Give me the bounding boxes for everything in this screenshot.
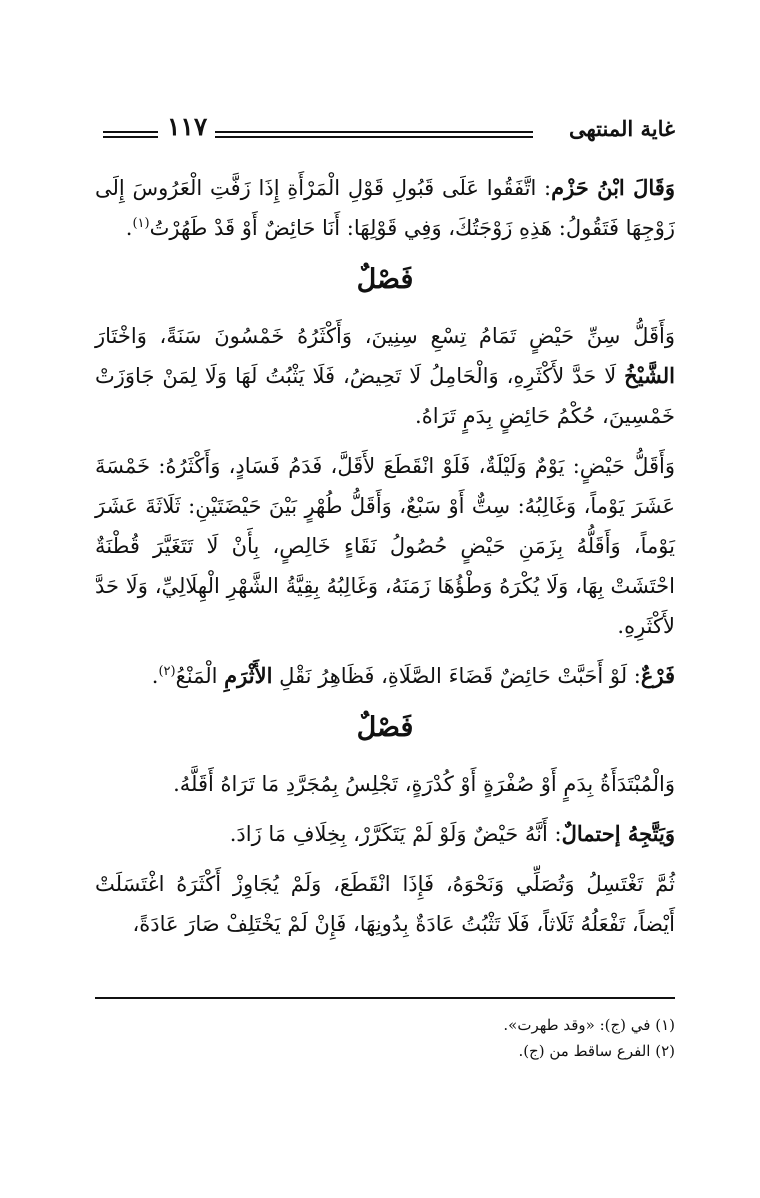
footnote-ref[interactable]: (١) bbox=[132, 216, 150, 231]
header-rule-short bbox=[103, 131, 158, 138]
paragraph-ibn-hazm bbox=[95, 168, 675, 248]
paragraph-text: : اتَّفَقُوا عَلَى قَبُولِ قَوْلِ الْمَرْأَةِ إِذَا زَفَّتِ الْعَرُوسَ إِلَى زَوْجِهَا فَتَقُولُ: هَذِهِ زَوْجَتُكَ، وَفِي قَوْلِهَا: أَنَا حَائِضٌ أَوْ قَدْ طَهُرْتُ bbox=[95, 176, 675, 240]
paragraph-ihtimal bbox=[95, 814, 675, 854]
author-name: الأَثْرَمِ bbox=[224, 663, 273, 688]
paragraph-duration: وَأَقَلُّ حَيْضٍ: يَوْمٌ وَلَيْلَةٌ، فَلَوْ انْقَطَعَ لأَقَلَّ، فَدَمُ فَسَادٍ، وَأَكْثَرُهُ: خَمْسَةَ عَشَرَ يَوْماً، وَغَالِبُهُ: سِتٌّ أَوْ سَبْعٌ، وَأَقَلُّ طُهْرٍ بَيْنَ حَيْضَتَيْنِ: ثَلَاثَةَ عَشَرَ يَوْماً، وَأَقَلُّهُ بِزَمَنِ حَيْضٍ حُصُولُ نَقَاءٍ خَالِصٍ، بِأَنْ لَا تَتَغَيَّرَ قُطْنَةٌ احْتَشَتْ بِهَا، وَلَا يُكْرَهُ وَطْؤُهَا زَمَنَهُ، وَغَالِبُهُ بِقِيَّةُ الشَّهْرِ الْهِلَالِيِّ، وَلَا حَدَّ لأَكْثَرِهِ. bbox=[95, 454, 675, 638]
footnotes bbox=[95, 1012, 675, 1064]
paragraph-far bbox=[95, 656, 675, 696]
paragraph-text: : لَوْ أَحَبَّتْ حَائِضٌ قَضَاءَ الصَّلَاةِ، فَظَاهِرُ نَقْلِ bbox=[279, 664, 641, 688]
page-header bbox=[95, 108, 675, 152]
author-name: وَقَالَ ابْنُ حَزْم bbox=[551, 175, 675, 200]
page-number: ١١٧ bbox=[167, 112, 208, 141]
paragraph-end: . bbox=[151, 664, 159, 688]
footnote-ref[interactable]: (٢) bbox=[158, 664, 176, 679]
header-rule-long bbox=[215, 131, 533, 138]
paragraph-text: : أَنَّهُ حَيْضٌ وَلَوْ لَمْ يَتَكَرَّرْ، بِخِلَافِ مَا زَادَ. bbox=[229, 822, 562, 846]
section-heading: فَصْلٌ bbox=[356, 264, 414, 295]
paragraph-text: الْمَنْعُ bbox=[175, 664, 218, 688]
author-name: الشَّيْخُ bbox=[624, 363, 675, 388]
running-title: غاية المنتهى bbox=[568, 116, 675, 141]
paragraph-mubtadaah: وَالْمُبْتَدَأَةُ بِدَمٍ أَوْ صُفْرَةٍ أَوْ كُدْرَةٍ، تَجْلِسُ بِمُجَرَّدِ مَا تَرَاهُ أَقَلَّهُ. bbox=[173, 772, 675, 796]
branch-label: فَرْعٌ bbox=[640, 663, 675, 688]
page-body bbox=[95, 168, 675, 954]
paragraph-habit: ثُمَّ تَغْتَسِلُ وَتُصَلِّي وَنَحْوَهُ، فَإِذَا انْقَطَعَ، وَلَمْ يُجَاوِزْ أَكْثَرَهُ اغْتَسَلَتْ أَيْضاً، تَفْعَلُهُ ثَلَاثاً، فَلَا تَثْبُتُ عَادَةٌ بِدُونِهَا، فَإِنْ لَمْ يَخْتَلِفْ صَارَ عَادَةً، bbox=[95, 872, 675, 936]
paragraph-text: وَأَقَلُّ سِنِّ حَيْضٍ تَمَامُ تِسْعِ سِنِينَ، وَأَكْثَرُهُ خَمْسُونَ سَنَةً، وَاخْتَارَ bbox=[95, 324, 675, 348]
footnote-2: (٢) الفرع ساقط من (ج). bbox=[518, 1042, 675, 1060]
ihtimal-label: وَيَتَّجِهُ إحتمالٌ bbox=[561, 821, 675, 846]
footnote-separator bbox=[95, 997, 675, 999]
paragraph-age-of-menses bbox=[95, 316, 675, 436]
paragraph-text: لَا حَدَّ لأَكْثَرِهِ، وَالْحَامِلُ لَا تَحِيضُ، فَلَا يَثْبُتُ لَهَا وَلَا لِمَنْ جَاوَزَتْ خَمْسِينَ، حُكْمُ حَائِضٍ بِدَمٍ تَرَاهُ. bbox=[95, 364, 675, 428]
section-heading: فَصْلٌ bbox=[356, 712, 414, 743]
footnote-1: (١) في (ج): «وقد طهرت». bbox=[503, 1016, 675, 1034]
paragraph-end: . bbox=[125, 216, 133, 240]
